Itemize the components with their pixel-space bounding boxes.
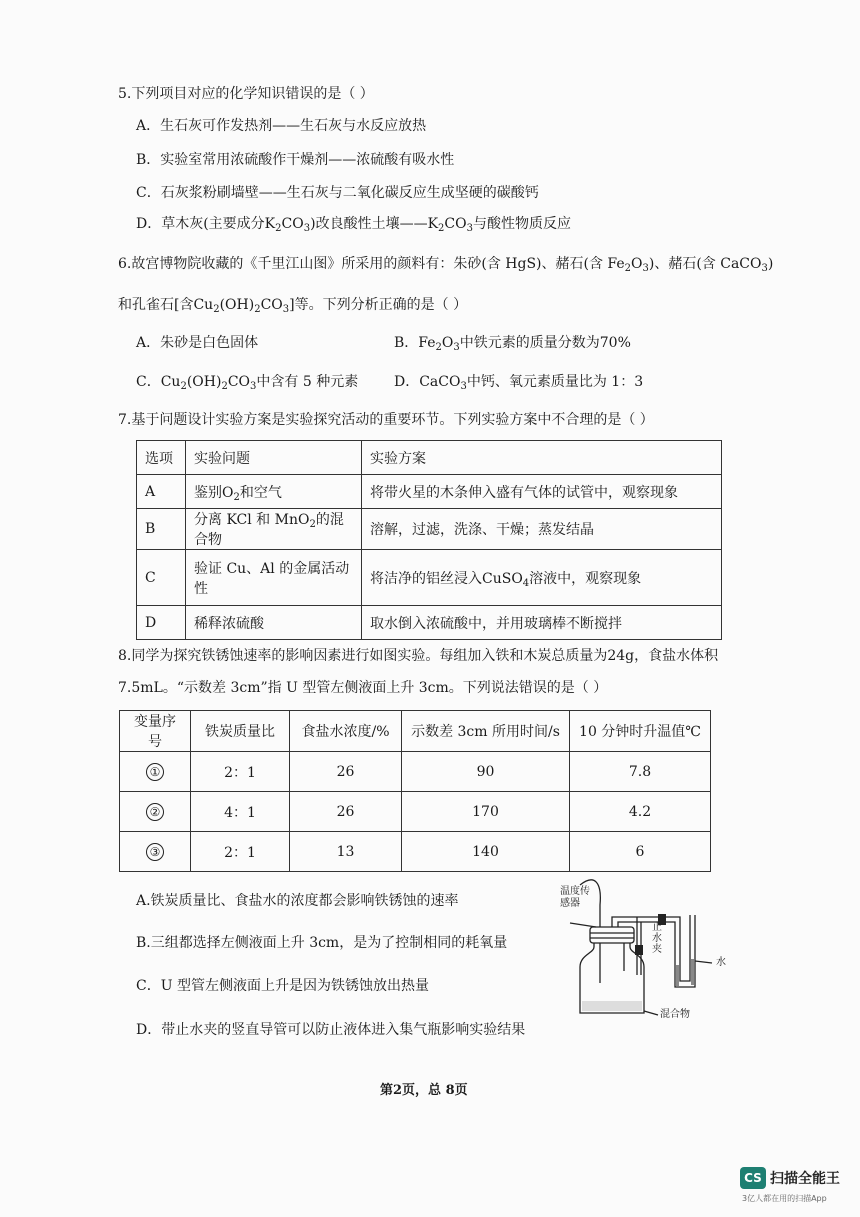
q8-cell: 2：1 [191, 832, 290, 872]
q7-cell: 验证 Cu、Al 的金属活动性 [186, 550, 362, 606]
q7-row-c [137, 550, 722, 606]
camscanner-subtitle: 3亿人都在用的扫描App [742, 1194, 827, 1203]
q8-cell: 26 [290, 752, 402, 792]
q7-header-cell: 选项 [137, 441, 186, 475]
q8-cell: 26 [290, 792, 402, 832]
q8-table [119, 710, 711, 872]
q8-stem-line1: 8.同学为探究铁锈蚀速率的影响因素进行如图实验。每组加入铁和木炭总质量为24g，食盐水体积 [118, 648, 719, 664]
q7-cell: 将洁净的铝丝浸入CuSO$_4$溶液中，观察现象 [362, 550, 722, 606]
diagram-label-sensor: 温度传 感器 [560, 886, 590, 909]
q8-cell: 170 [402, 792, 570, 832]
q8-header-cell: 示数差 3cm 所用时间/s [402, 711, 570, 752]
q8-row [120, 752, 711, 792]
stopper [590, 927, 634, 943]
mixture-fill [582, 1001, 642, 1011]
q5-option-b: B．实验室常用浓硫酸作干燥剂——浓硫酸有吸水性 [136, 152, 455, 168]
q7-row-b [137, 509, 722, 550]
q8-header-cell: 食盐水浓度/% [290, 711, 402, 752]
q7-table [136, 440, 722, 640]
q8-row [120, 832, 711, 872]
water-stop-clip [635, 945, 643, 955]
q8-option-d: D．带止水夹的竖直导管可以防止液体进入集气瓶影响实验结果 [136, 1022, 526, 1038]
q7-cell: B [137, 509, 186, 550]
q7-cell: D [137, 606, 186, 640]
q7-cell: 分离 KCl 和 MnO$_2$的混合物 [186, 509, 362, 550]
q6-option-c: C．$Cu_2(OH)_2CO_3$中含有 5 种元素 [136, 374, 359, 392]
q7-cell: C [137, 550, 186, 606]
q8-cell: 7.8 [570, 752, 711, 792]
diagram-label-mixture: 混合物 [660, 1009, 690, 1020]
q8-option-c: C．U 型管左侧液面上升是因为铁锈蚀放出热量 [136, 978, 429, 994]
q7-stem: 7.基于问题设计实验方案是实验探究活动的重要环节。下列实验方案中不合理的是（ ） [118, 412, 654, 428]
q7-row-d [137, 606, 722, 640]
q8-header-cell: 10 分钟时升温值℃ [570, 711, 711, 752]
q6-stem-line2: 和孔雀石[含$Cu_2(OH)_2CO_3$]等。下列分析正确的是（ ） [118, 297, 468, 315]
q8-cell: ③ [120, 832, 191, 872]
q5-stem: 5.下列项目对应的化学知识错误的是（ ） [118, 86, 374, 102]
camscanner-title: 扫描全能王 [770, 1171, 840, 1187]
q7-row-a [137, 475, 722, 509]
q6-option-b: B．$Fe_2O_3$中铁元素的质量分数为70% [394, 335, 631, 353]
q8-cell: ② [120, 792, 191, 832]
q7-cell: 鉴别$O_2$和空气 [186, 475, 362, 509]
q7-cell: 稀释浓硫酸 [186, 606, 362, 640]
q6-option-a: A．朱砂是白色固体 [136, 335, 259, 351]
q8-option-a: A.铁炭质量比、食盐水的浓度都会影响铁锈蚀的速率 [136, 893, 459, 909]
q5-option-c: C．石灰浆粉刷墙壁——生石灰与二氧化碳反应生成坚硬的碳酸钙 [136, 185, 539, 201]
q6-stem-line1: 6.故宫博物院收藏的《千里江山图》所采用的颜料有：朱砂(含 HgS)、赭石(含 $Fe_2O_3$)、赭石(含 CaCO$_3$) [118, 256, 774, 274]
q7-cell: A [137, 475, 186, 509]
diagram-label-clip: 止 水 夹 [652, 922, 662, 955]
q8-header-cell: 变量序号 [120, 711, 191, 752]
q8-cell: 140 [402, 832, 570, 872]
q8-cell: ① [120, 752, 191, 792]
q8-cell: 4：1 [191, 792, 290, 832]
camscanner-logo: CS [740, 1167, 766, 1189]
q7-header-cell: 实验方案 [362, 441, 722, 475]
q8-header-cell: 铁炭质量比 [191, 711, 290, 752]
q7-header-row [137, 441, 722, 475]
q7-cell: 溶解，过滤，洗涤、干燥；蒸发结晶 [362, 509, 722, 550]
outlet-tube [612, 917, 680, 975]
q8-row [120, 792, 711, 832]
q8-cell: 90 [402, 752, 570, 792]
q7-cell: 将带火星的木条伸入盛有气体的试管中，观察现象 [362, 475, 722, 509]
q8-cell: 6 [570, 832, 711, 872]
q5-option-d: D．草木灰(主要成分$K_2CO_3$)改良酸性土壤$——K_2CO_3$与酸性物质反应 [136, 216, 571, 234]
q8-cell: 13 [290, 832, 402, 872]
diagram-label-water: 水 [716, 957, 726, 968]
page-footer: 第2页，总 8页 [380, 1083, 468, 1098]
q8-option-b: B.三组都选择左侧液面上升 3cm，是为了控制相同的耗氧量 [136, 935, 508, 951]
q8-header-row [120, 711, 711, 752]
q6-option-d: D．CaCO$_3$中钙、氧元素质量比为 1：3 [394, 374, 644, 392]
q8-stem-line2: 7.5mL。“示数差 3cm”指 U 型管左侧液面上升 3cm。下列说法错误的是（ ） [118, 680, 608, 696]
q5-option-a: A．生石灰可作发热剂——生石灰与水反应放热 [136, 118, 427, 134]
q7-header-cell: 实验问题 [186, 441, 362, 475]
q8-cell: 4.2 [570, 792, 711, 832]
q8-cell: 2：1 [191, 752, 290, 792]
q7-cell: 取水倒入浓硫酸中，并用玻璃棒不断搅拌 [362, 606, 722, 640]
